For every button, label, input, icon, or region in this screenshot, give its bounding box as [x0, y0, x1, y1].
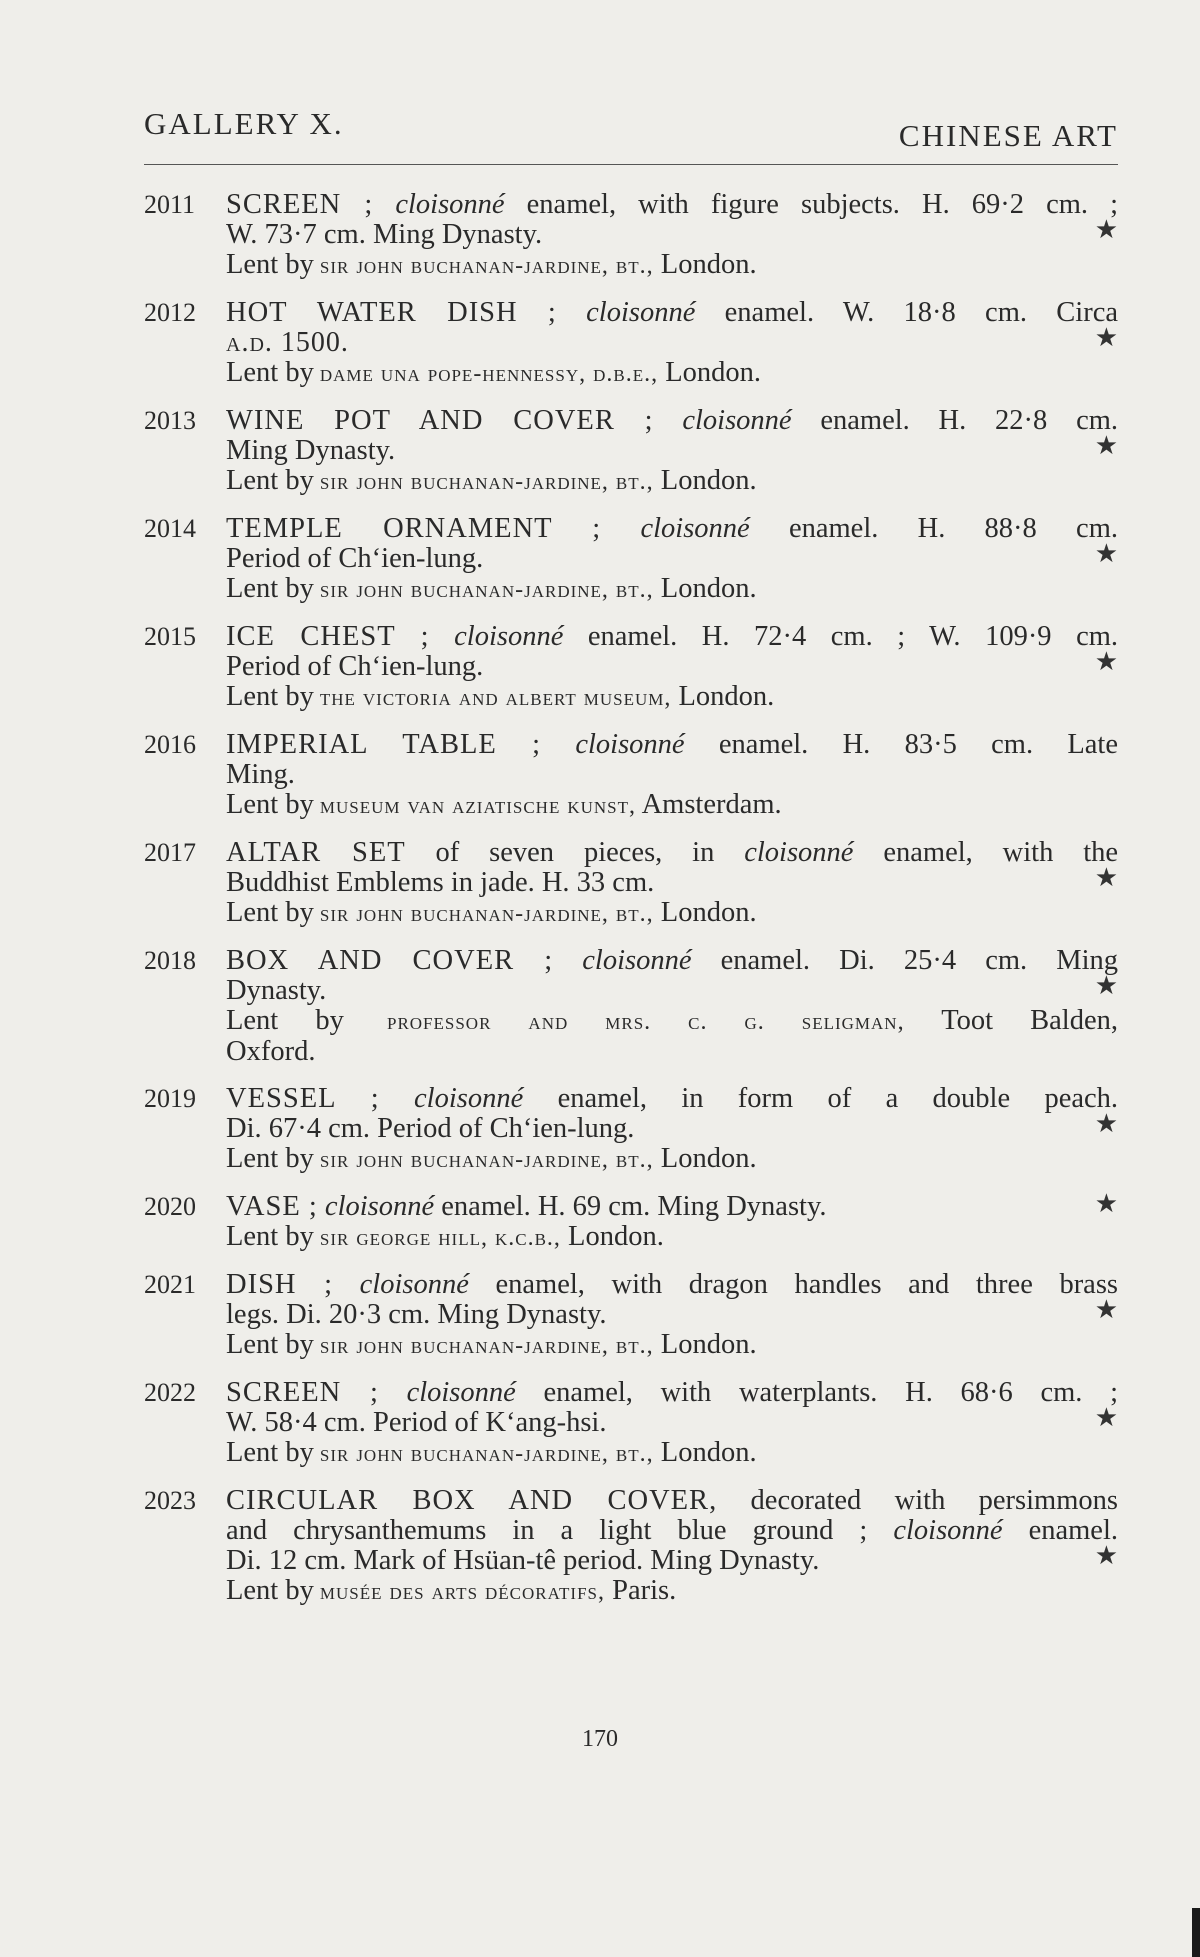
lender-name: sir john buchanan-jardine, bt.,: [319, 577, 654, 603]
running-header: [144, 104, 1118, 165]
entry-title: VASE ;: [226, 1191, 318, 1222]
entry-details-line2: Ming Dynasty.: [226, 435, 396, 466]
lender-name: sir john buchanan-jardine, bt.,: [319, 1441, 654, 1467]
entry-material: cloisonné: [893, 1515, 1003, 1546]
star-icon: ★: [1094, 1403, 1118, 1432]
entry-lender: [226, 466, 1118, 497]
entry-description-line2: [226, 1516, 1118, 1546]
entry-number: 2021: [144, 1270, 196, 1299]
lent-by-label: Lent by: [226, 1143, 314, 1174]
entry-lender: [226, 682, 1118, 713]
lent-by-label: Lent by: [226, 465, 314, 496]
lent-by-label: Lent by: [226, 357, 314, 388]
entry-description: [226, 406, 1118, 436]
entry-number: 2023: [144, 1486, 196, 1515]
list-item: [144, 1189, 1118, 1253]
list-item: [144, 190, 1118, 281]
star-icon: ★: [1094, 647, 1118, 676]
entry-description: [226, 298, 1118, 328]
lender-name: sir john buchanan-jardine, bt.,: [319, 1333, 654, 1359]
entry-details: enamel.: [1028, 1515, 1119, 1546]
entry-material: cloisonné: [454, 621, 564, 652]
entry-material: cloisonné: [395, 189, 505, 220]
entry-title: DISH ;: [226, 1269, 334, 1300]
entry-number: 2011: [144, 190, 196, 219]
entry-lender: [226, 1006, 1118, 1037]
entry-material: cloisonné: [744, 837, 854, 868]
entry-lender: [226, 790, 1118, 821]
lender-name: museum van aziatische kunst,: [319, 793, 637, 819]
list-item: [144, 1486, 1118, 1607]
lent-by-label: Lent by: [226, 1221, 314, 1252]
list-item: [144, 1084, 1118, 1175]
lent-by-label: Lent by: [226, 789, 314, 820]
entry-number: 2018: [144, 946, 196, 975]
lender-place-line2: Oxford.: [226, 1036, 316, 1067]
lent-by-label: Lent by: [226, 249, 314, 280]
list-item: [144, 730, 1118, 821]
lent-by-label: Lent by: [226, 1575, 314, 1606]
entry-description: [226, 1378, 1118, 1408]
entry-details: enamel, with the: [883, 837, 1119, 868]
entry-details-line2: Buddhist Emblems in jade. H. 33 cm.: [226, 867, 655, 898]
entry-material: cloisonné: [414, 1083, 524, 1114]
lender-name: musée des arts décoratifs,: [319, 1579, 605, 1605]
entry-lender: [226, 1576, 1118, 1607]
entry-number: 2015: [144, 622, 196, 651]
entry-material: cloisonné: [406, 1377, 516, 1408]
list-item: [144, 946, 1118, 1067]
entry-lender: [226, 250, 1118, 281]
entry-description: [226, 190, 1118, 220]
lent-by-label: Lent by: [226, 1437, 314, 1468]
lender-name: sir john buchanan-jardine, bt.,: [319, 253, 654, 279]
entry-description: [226, 730, 1118, 760]
star-icon: ★: [1094, 431, 1118, 460]
entry-description: [226, 1192, 1118, 1222]
entry-title: VESSEL ;: [226, 1083, 380, 1114]
entry-details: enamel. Di. 25·4 cm. Ming: [720, 945, 1119, 976]
entry-title: WINE POT AND COVER ;: [226, 405, 654, 436]
entry-details-line2: Ming.: [226, 759, 295, 790]
list-item: [144, 406, 1118, 497]
entry-details: enamel. H. 69 cm. Ming Dynasty.: [441, 1191, 827, 1222]
lender-name: professor and mrs. c. g. seligman,: [386, 1009, 905, 1035]
entry-title: SCREEN ;: [226, 1377, 379, 1408]
entry-number: 2019: [144, 1084, 196, 1113]
entry-description: [226, 1084, 1118, 1114]
star-icon: ★: [1094, 1295, 1118, 1324]
list-item: [144, 838, 1118, 929]
entry-material: cloisonné: [640, 513, 750, 544]
lender-place: London.: [678, 681, 775, 712]
entry-prefix: decorated with persimmons: [750, 1485, 1118, 1516]
lender-place: London.: [660, 465, 757, 496]
list-item: [144, 1270, 1118, 1361]
lender-name: sir john buchanan-jardine, bt.,: [319, 901, 654, 927]
gallery-title: GALLERY X.: [144, 106, 344, 141]
page-number: 170: [582, 1726, 618, 1752]
entry-title: IMPERIAL TABLE ;: [226, 729, 542, 760]
entry-material: cloisonné: [586, 297, 696, 328]
lender-place: London.: [660, 1143, 757, 1174]
star-icon: ★: [1094, 971, 1118, 1000]
lender-place: Toot Balden,: [941, 1005, 1118, 1036]
entry-title: HOT WATER DISH ;: [226, 297, 557, 328]
section-title: CHINESE ART: [898, 118, 1118, 153]
entry-description: [226, 838, 1118, 868]
entry-details-line2: W. 58·4 cm. Period of K‘ang-hsi.: [226, 1407, 607, 1438]
entry-description: [226, 1486, 1118, 1516]
entry-details: enamel, in form of a double peach.: [557, 1083, 1119, 1114]
entry-title: CIRCULAR BOX AND COVER,: [226, 1485, 718, 1516]
lent-by-label: Lent by: [226, 573, 314, 604]
entry-number: 2014: [144, 514, 196, 543]
lent-by-label: Lent by: [226, 897, 314, 928]
entry-number: 2013: [144, 406, 196, 435]
entry-material: cloisonné: [575, 729, 685, 760]
entry-number: 2012: [144, 298, 196, 327]
entry-details: enamel. H. 83·5 cm. Late: [718, 729, 1118, 760]
lender-name: the victoria and albert museum,: [319, 685, 672, 711]
binding-edge: [1192, 1908, 1200, 1957]
entry-details-line3: Di. 12 cm. Mark of Hsüan-tê period. Ming Dynasty.: [226, 1545, 820, 1576]
star-icon: ★: [1094, 1189, 1118, 1218]
entry-details-line2: legs. Di. 20·3 cm. Ming Dynasty.: [226, 1299, 607, 1330]
entry-description: [226, 622, 1118, 652]
catalogue-entries: [144, 190, 1118, 1624]
entry-material: cloisonné: [682, 405, 792, 436]
star-icon: ★: [1094, 1541, 1118, 1570]
entry-details-mid: and chrysanthemums in a light blue ground ;: [226, 1515, 868, 1546]
entry-details: enamel. H. 22·8 cm.: [820, 405, 1119, 436]
entry-details-line2: Period of Ch‘ien-lung.: [226, 651, 484, 682]
entry-lender: [226, 1330, 1118, 1361]
lender-name: dame una pope-hennessy, d.b.e.,: [319, 361, 659, 387]
entry-prefix: of seven pieces, in: [435, 837, 715, 868]
entry-material: cloisonné: [582, 945, 692, 976]
lent-by-label: Lent by: [226, 1329, 314, 1360]
lender-place: Paris.: [612, 1575, 677, 1606]
entry-details-line2: Dynasty.: [226, 975, 327, 1006]
list-item: [144, 1378, 1118, 1469]
lender-place: London.: [660, 573, 757, 604]
star-icon: ★: [1094, 1109, 1118, 1138]
entry-details: enamel. H. 72·4 cm. ; W. 109·9 cm.: [587, 621, 1119, 652]
lender-place: London.: [660, 897, 757, 928]
lender-name: sir george hill, k.c.b.,: [319, 1225, 561, 1251]
entry-lender: [226, 574, 1118, 605]
entry-description: [226, 514, 1118, 544]
entry-details: enamel. H. 88·8 cm.: [788, 513, 1118, 544]
lender-place: London.: [660, 249, 757, 280]
entry-details: enamel, with dragon handles and three brass: [495, 1269, 1119, 1300]
entry-number: 2022: [144, 1378, 196, 1407]
entry-description: [226, 1270, 1118, 1300]
entry-number: 2020: [144, 1192, 196, 1221]
lender-place: London.: [568, 1221, 664, 1252]
lender-place: Amsterdam.: [641, 789, 782, 820]
entry-number: 2017: [144, 838, 196, 867]
list-item: [144, 622, 1118, 713]
entry-details-line2: Di. 67·4 cm. Period of Ch‘ien-lung.: [226, 1113, 635, 1144]
entry-material: cloisonné: [359, 1269, 469, 1300]
entry-lender: [226, 1438, 1118, 1469]
entry-title: ICE CHEST ;: [226, 621, 430, 652]
entry-details-line2: Period of Ch‘ien-lung.: [226, 543, 484, 574]
entry-number: 2016: [144, 730, 196, 759]
entry-material: cloisonné: [324, 1191, 435, 1222]
entry-lender: [226, 358, 1118, 389]
list-item: [144, 514, 1118, 605]
entry-title: ALTAR SET: [226, 837, 406, 868]
star-icon: ★: [1094, 323, 1118, 352]
entry-title: SCREEN ;: [226, 189, 374, 220]
list-item: [144, 298, 1118, 389]
entry-details-line2: a.d. 1500.: [226, 327, 349, 358]
lender-name: sir john buchanan-jardine, bt.,: [319, 469, 654, 495]
lent-by-label: Lent by: [226, 681, 314, 712]
lent-by-label: Lent by: [226, 1005, 344, 1036]
entry-description: [226, 946, 1118, 976]
lender-name: sir john buchanan-jardine, bt.,: [319, 1147, 654, 1173]
entry-details: enamel. W. 18·8 cm. Circa: [724, 297, 1119, 328]
entry-title: BOX AND COVER ;: [226, 945, 554, 976]
lender-place: London.: [665, 357, 762, 388]
entry-details: enamel, with waterplants. H. 68·6 cm. ;: [543, 1377, 1118, 1408]
entry-lender: [226, 898, 1118, 929]
star-icon: ★: [1094, 539, 1118, 568]
star-icon: ★: [1094, 863, 1118, 892]
entry-title: TEMPLE ORNAMENT ;: [226, 513, 602, 544]
entry-lender: [226, 1222, 1118, 1253]
entry-details: enamel, with figure subjects. H. 69·2 cm. ;: [526, 189, 1119, 220]
entry-lender: [226, 1144, 1118, 1175]
lender-place: London.: [660, 1329, 757, 1360]
entry-details-line2: W. 73·7 cm. Ming Dynasty.: [226, 219, 543, 250]
star-icon: ★: [1094, 215, 1118, 244]
lender-place: London.: [660, 1437, 757, 1468]
